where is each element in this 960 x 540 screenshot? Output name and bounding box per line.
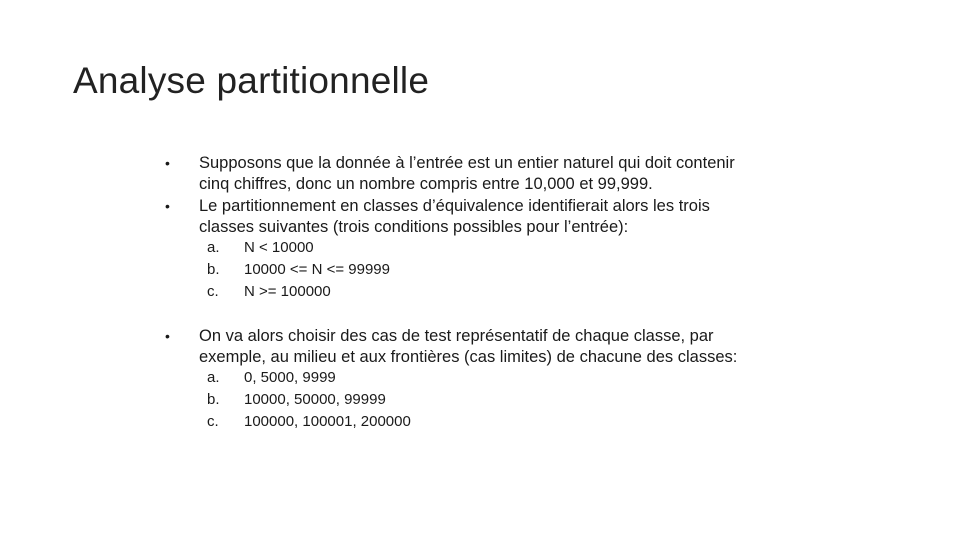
bullet-line: exemple, au milieu et aux frontières (cas limites) de chacune des classes: — [199, 348, 738, 366]
sublist-text: N < 10000 — [244, 239, 314, 256]
bullet-item — [165, 326, 839, 368]
bullet-line: Le partitionnement en classes d’équivalence identifierait alors les trois — [199, 197, 710, 215]
bullet-marker: • — [165, 328, 170, 344]
bullet-line: On va alors choisir des cas de test représentatif de chaque classe, par — [199, 327, 714, 345]
sublist-text: 100000, 100001, 200000 — [244, 413, 411, 430]
bullet-item — [165, 196, 839, 238]
sublist-marker: c. — [207, 413, 219, 430]
sublist-marker: c. — [207, 283, 219, 300]
sublist-text: 10000, 50000, 99999 — [244, 391, 386, 408]
bullet-marker: • — [165, 198, 170, 214]
bullet-line: classes suivantes (trois conditions possibles pour l’entrée): — [199, 218, 629, 236]
sublist-marker: b. — [207, 261, 220, 278]
sublist-text: N >= 100000 — [244, 283, 331, 300]
sublist-marker: a. — [207, 239, 220, 256]
bullet-line: cinq chiffres, donc un nombre compris entre 10,000 et 99,999. — [199, 175, 653, 193]
sublist-text: 0, 5000, 9999 — [244, 369, 336, 386]
sublist-marker: a. — [207, 369, 220, 386]
bullet-marker: • — [165, 155, 170, 171]
sublist-marker: b. — [207, 391, 220, 408]
bullet-item — [165, 153, 839, 195]
sublist-text: 10000 <= N <= 99999 — [244, 261, 390, 278]
slide-title: Analyse partitionnelle — [73, 60, 430, 101]
bullet-line: Supposons que la donnée à l’entrée est un entier naturel qui doit contenir — [199, 154, 735, 172]
